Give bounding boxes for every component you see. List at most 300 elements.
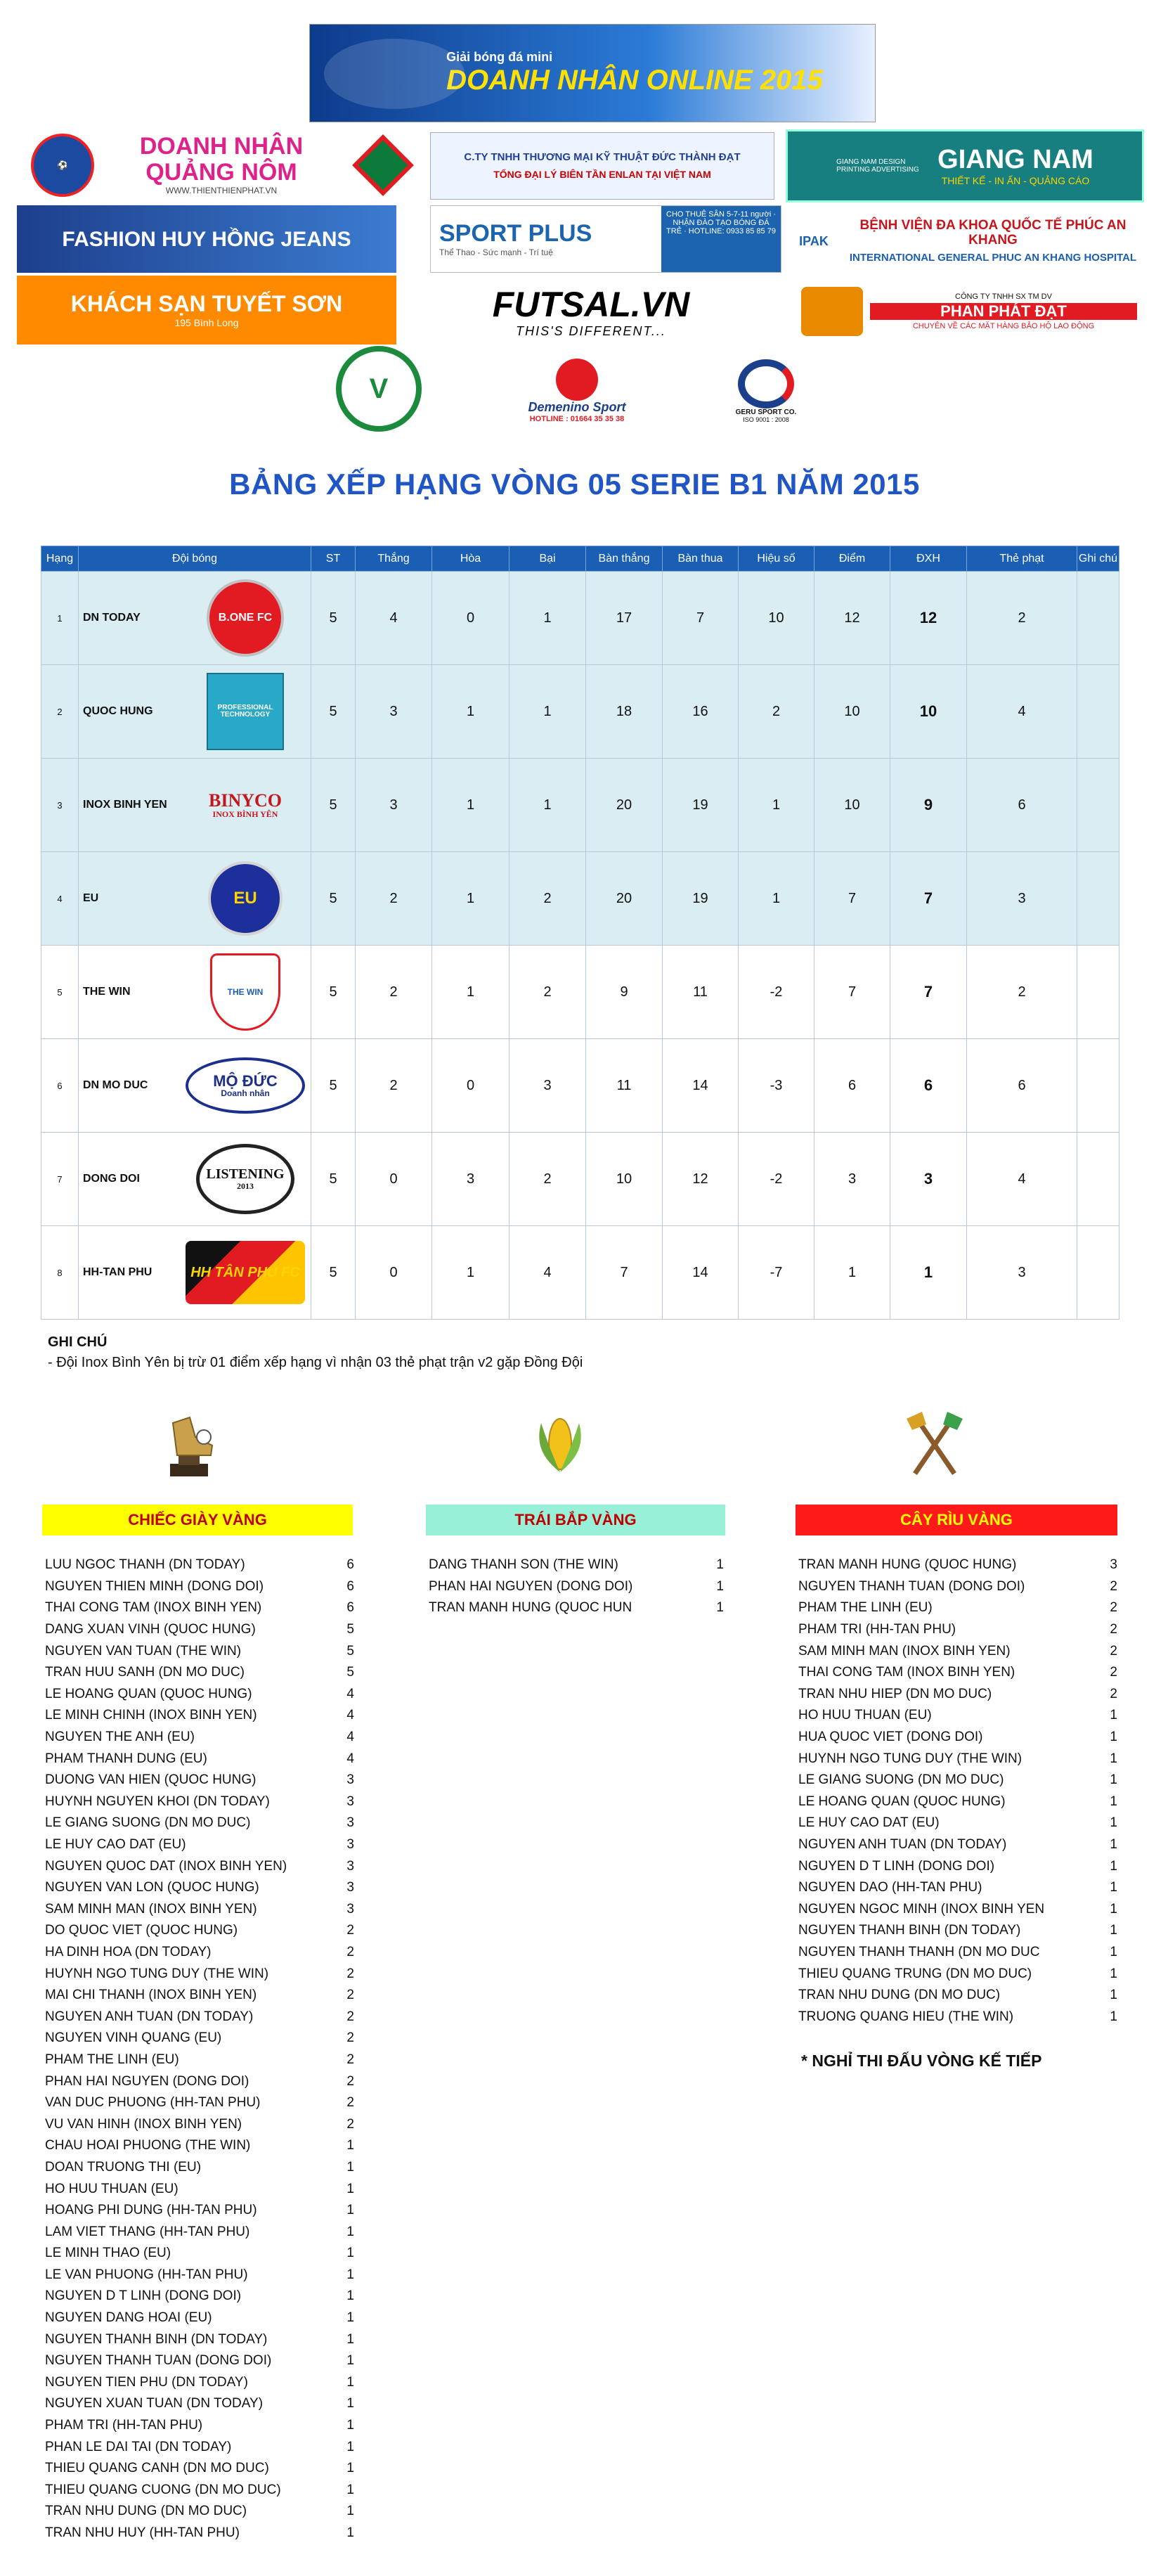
gn-small: GIANG NAM DESIGN PRINTING ADVERTISING	[836, 158, 919, 174]
list-item	[45, 1640, 354, 1662]
player-name: HUYNH NGUYEN KHOI (DN TODAY)	[45, 1793, 270, 1809]
player-name: HUA QUOC VIET (DONG DOI)	[798, 1730, 983, 1745]
player-count: 6	[346, 1578, 354, 1594]
column-header: Ghi chú	[1077, 546, 1119, 572]
column-header: Thẻ phạt	[967, 546, 1077, 572]
stat-cell-cards: 4	[967, 665, 1077, 759]
player-name: HUYNH NGO TUNG DUY (THE WIN)	[798, 1751, 1023, 1766]
stat-cell-gf: 10	[586, 1133, 663, 1226]
player-name: LE HOANG QUAN (QUOC HUNG)	[45, 1686, 252, 1701]
stat-cell-gd: 1	[739, 759, 814, 852]
banner-small-text: Giải bóng đá mini	[446, 50, 553, 65]
player-name: NGUYEN THANH TUAN (DONG DOI)	[45, 2353, 272, 2369]
team-cell-content	[83, 766, 311, 844]
player-name: NGUYEN THANH TUAN (DONG DOI)	[798, 1578, 1025, 1594]
hh-title: FASHION HUY HỒNG JEANS	[62, 227, 351, 251]
stat-cell-pts: 6	[814, 1039, 890, 1133]
player-name: NGUYEN VAN LON (QUOC HUNG)	[45, 1880, 259, 1895]
stat-cell-w: 2	[356, 946, 432, 1039]
geru-iso: ISO 9001 : 2008	[743, 416, 789, 423]
stat-cell-cards: 3	[967, 852, 1077, 946]
player-count: 2	[346, 2095, 354, 2111]
team-logo-text: THE WIN	[227, 986, 264, 997]
list-item	[798, 2006, 1117, 2028]
stat-cell-note	[1077, 1039, 1119, 1133]
standings-table	[41, 546, 1119, 1320]
player-name: HO HUU THUAN (EU)	[798, 1708, 932, 1723]
player-name: DOAN TRUONG THI (EU)	[45, 2159, 202, 2175]
stat-cell-pts: 10	[814, 665, 890, 759]
list-item	[45, 1985, 354, 2007]
diamond-logo	[351, 134, 415, 197]
player-name: PHAN HAI NGUYEN (DONG DOI)	[45, 2073, 249, 2089]
player-name: NGUYEN QUOC DAT (INOX BINH YEN)	[45, 1858, 287, 1874]
list-item	[45, 2372, 354, 2394]
sponsor-duc-thanh-dat	[430, 132, 774, 200]
player-count: 1	[346, 2138, 354, 2153]
golden-boot-icon	[157, 1409, 221, 1479]
player-name: PHAM THE LINH (EU)	[798, 1600, 933, 1616]
team-logo-subtext: INOX BÌNH YÊN	[212, 809, 278, 820]
list-item	[798, 1899, 1117, 1921]
list-item	[798, 1662, 1117, 1684]
player-count: 1	[346, 2224, 354, 2239]
stat-cell-st: 5	[311, 1226, 356, 1320]
player-count: 4	[346, 1730, 354, 1745]
player-count: 2	[1110, 1665, 1117, 1680]
list-item	[45, 1963, 354, 1985]
sponsor-futsal	[426, 280, 756, 344]
list-item	[45, 1877, 354, 1899]
list-item	[45, 1554, 354, 1576]
demenino-hotline: HOTLINE : 01664 35 35 38	[529, 414, 625, 423]
team-name: THE WIN	[83, 986, 131, 998]
team-logo	[186, 673, 305, 750]
list-item	[798, 1963, 1117, 1985]
stat-cell-w: 4	[356, 572, 432, 665]
team-cell-content	[83, 1140, 311, 1218]
team-logo	[186, 860, 305, 937]
stat-cell-gf: 17	[586, 572, 663, 665]
team-logo	[186, 1140, 305, 1218]
team-name: DN TODAY	[83, 612, 141, 624]
team-cell-content	[83, 1047, 311, 1124]
stat-cell-st: 5	[311, 572, 356, 665]
column-header: Bại	[509, 546, 586, 572]
player-count: 1	[1110, 1815, 1117, 1831]
stat-cell-dxh: 12	[890, 572, 967, 665]
player-count: 2	[346, 1988, 354, 2003]
team-logo-text: EU	[233, 889, 257, 908]
stat-cell-pts: 12	[814, 572, 890, 665]
player-name: DO QUOC VIET (QUOC HUNG)	[45, 1923, 238, 1938]
list-item	[45, 2221, 354, 2243]
table-row	[41, 759, 1119, 852]
player-name: SAM MINH MAN (INOX BINH YEN)	[798, 1643, 1011, 1659]
player-name: PHAM THE LINH (EU)	[45, 2052, 179, 2067]
team-logo-badge	[186, 1057, 305, 1114]
player-name: SAM MINH MAN (INOX BINH YEN)	[45, 1901, 257, 1917]
sponsor-ipak	[786, 210, 1144, 273]
ppd-sub: CHUYÊN VỀ CÁC MẶT HÀNG BẢO HỘ LAO ĐỘNG	[912, 322, 1095, 331]
rank-cell: 2	[41, 665, 79, 759]
player-count: 1	[1110, 1944, 1117, 1959]
player-name: TRAN MANH HUNG (QUOC HUNG)	[798, 1557, 1017, 1573]
ppd-small: CÔNG TY TNHH SX TM DV	[955, 292, 1052, 301]
player-name: LE HUY CAO DAT (EU)	[798, 1815, 940, 1831]
player-name: NGUYEN VAN TUAN (THE WIN)	[45, 1643, 242, 1659]
player-count: 1	[346, 2159, 354, 2175]
stat-cell-pts: 7	[814, 946, 890, 1039]
player-count: 2	[346, 2073, 354, 2089]
list-item	[45, 2415, 354, 2437]
list-item	[45, 1662, 354, 1684]
gn-title: GIANG NAM	[937, 145, 1093, 175]
stat-cell-w: 2	[356, 1039, 432, 1133]
column-header: Bàn thua	[663, 546, 739, 572]
player-count: 2	[346, 1923, 354, 1938]
club-round-logo: V	[336, 346, 422, 432]
list-item	[45, 2006, 354, 2028]
player-count: 2	[346, 2030, 354, 2046]
team-logo-text: MỘ ĐỨC	[213, 1072, 278, 1090]
player-name: LUU NGOC THANH (DN TODAY)	[45, 1557, 245, 1573]
team-logo	[186, 579, 305, 657]
stat-cell-cards: 4	[967, 1133, 1077, 1226]
team-cell	[79, 1039, 311, 1133]
list-item	[45, 2458, 354, 2480]
stat-cell-l: 2	[509, 852, 586, 946]
player-name: NGUYEN DANG HOAI (EU)	[45, 2310, 212, 2326]
sponsor-geru	[724, 347, 808, 434]
golden-axe-header: CÂY RÌU VÀNG	[796, 1505, 1117, 1535]
player-name: CHAU HOAI PHUONG (THE WIN)	[45, 2138, 251, 2153]
list-item	[45, 2178, 354, 2200]
player-name: LE MINH CHINH (INOX BINH YEN)	[45, 1708, 257, 1723]
team-cell	[79, 572, 311, 665]
team-logo-badge	[186, 1241, 305, 1304]
stat-cell-gf: 11	[586, 1039, 663, 1133]
list-item	[45, 1684, 354, 1706]
suspension-note: * NGHỈ THI ĐẤU VÒNG KẾ TIẾP	[801, 2052, 1042, 2070]
player-count: 2	[1110, 1600, 1117, 1616]
list-item	[798, 1748, 1117, 1770]
team-name: INOX BINH YEN	[83, 799, 167, 811]
player-name: LE GIANG SUONG (DN MO DUC)	[45, 1815, 251, 1831]
team-name: DONG DOI	[83, 1173, 140, 1185]
player-name: PHAM TRI (HH-TAN PHU)	[798, 1622, 956, 1637]
player-name: THIEU QUANG TRUNG (DN MO DUC)	[798, 1966, 1032, 1981]
list-item	[45, 1576, 354, 1598]
stat-cell-l: 2	[509, 946, 586, 1039]
column-header: Điểm	[814, 546, 890, 572]
team-cell-content	[83, 1234, 311, 1311]
stat-cell-ga: 14	[663, 1226, 739, 1320]
player-name: TRAN HUU SANH (DN MO DUC)	[45, 1665, 245, 1680]
team-logo-text: LISTENING	[206, 1166, 285, 1183]
player-name: NGUYEN DAO (HH-TAN PHU)	[798, 1880, 982, 1895]
player-name: HOANG PHI DUNG (HH-TAN PHU)	[45, 2203, 257, 2218]
player-count: 1	[1110, 1901, 1117, 1917]
player-count: 5	[346, 1643, 354, 1659]
stat-cell-gd: -3	[739, 1039, 814, 1133]
player-count: 1	[346, 2461, 354, 2476]
stat-cell-gd: 2	[739, 665, 814, 759]
list-item	[429, 1554, 724, 1576]
stat-cell-d: 1	[432, 852, 509, 946]
sponsor-sport-plus	[430, 205, 781, 273]
player-count: 1	[346, 2331, 354, 2347]
sp-title: SPORT PLUS	[439, 220, 592, 247]
list-item	[45, 1812, 354, 1834]
list-item	[45, 1597, 354, 1619]
player-count: 1	[1110, 1966, 1117, 1981]
player-name: HUYNH NGO TUNG DUY (THE WIN)	[45, 1966, 269, 1981]
team-logo-text: BINYCO	[208, 790, 282, 811]
player-count: 5	[346, 1622, 354, 1637]
column-header: Hạng	[41, 546, 79, 572]
player-count: 3	[346, 1858, 354, 1874]
sponsor-huy-hong	[17, 205, 396, 273]
golden-axe-icon	[901, 1409, 968, 1479]
list-item	[798, 1770, 1117, 1791]
player-count: 2	[1110, 1686, 1117, 1701]
player-name: NGUYEN XUAN TUAN (DN TODAY)	[45, 2396, 264, 2411]
stat-cell-w: 3	[356, 759, 432, 852]
player-count: 1	[1110, 1988, 1117, 2003]
list-item	[45, 2028, 354, 2049]
player-count: 1	[1110, 1837, 1117, 1853]
player-name: HA DINH HOA (DN TODAY)	[45, 1944, 212, 1959]
rank-cell: 3	[41, 759, 79, 852]
stat-cell-note	[1077, 946, 1119, 1039]
stat-cell-st: 5	[311, 759, 356, 852]
stat-cell-pts: 1	[814, 1226, 890, 1320]
list-item	[798, 1920, 1117, 1942]
player-count: 6	[346, 1600, 354, 1616]
stat-cell-d: 3	[432, 1133, 509, 1226]
player-name: NGUYEN D T LINH (DONG DOI)	[45, 2288, 242, 2304]
stat-cell-dxh: 9	[890, 759, 967, 852]
stat-cell-note	[1077, 759, 1119, 852]
player-name: TRAN NHU HIEP (DN MO DUC)	[798, 1686, 992, 1701]
notes-heading: GHI CHÚ	[48, 1334, 108, 1350]
list-item	[45, 2157, 354, 2179]
stat-cell-st: 5	[311, 665, 356, 759]
player-count: 1	[346, 2374, 354, 2390]
player-count: 1	[346, 2504, 354, 2519]
team-cell	[79, 1226, 311, 1320]
list-item	[798, 1791, 1117, 1813]
team-logo-badge	[210, 953, 280, 1031]
stat-cell-ga: 16	[663, 665, 739, 759]
player-name: NGUYEN TIEN PHU (DN TODAY)	[45, 2374, 248, 2390]
player-count: 2	[346, 2009, 354, 2024]
sponsor-dnqn	[110, 129, 333, 200]
list-item	[45, 2092, 354, 2114]
player-count: 1	[1110, 2009, 1117, 2024]
golden-corn-header: TRÁI BẮP VÀNG	[426, 1505, 725, 1535]
stat-cell-l: 1	[509, 572, 586, 665]
stat-cell-dxh: 1	[890, 1226, 967, 1320]
team-logo-text: HH TÂN PHÚ FC	[190, 1264, 300, 1280]
player-name: LE VAN PHUONG (HH-TAN PHU)	[45, 2267, 248, 2282]
player-name: DANG THANH SON (THE WIN)	[429, 1557, 618, 1573]
table-row	[41, 852, 1119, 946]
list-item	[45, 1619, 354, 1641]
list-item	[798, 1576, 1117, 1598]
player-count: 3	[346, 1901, 354, 1917]
player-name: MAI CHI THANH (INOX BINH YEN)	[45, 1988, 257, 2003]
team-name: EU	[83, 892, 99, 904]
list-item	[798, 1942, 1117, 1964]
rank-cell: 4	[41, 852, 79, 946]
player-count: 2	[346, 2116, 354, 2132]
team-logo	[186, 1234, 305, 1311]
stat-cell-ga: 12	[663, 1133, 739, 1226]
player-name: PHAM TRI (HH-TAN PHU)	[45, 2418, 203, 2433]
player-count: 1	[346, 2525, 354, 2541]
column-header: Đội bóng	[79, 546, 311, 572]
player-count: 1	[346, 2353, 354, 2369]
notes-section	[48, 1334, 583, 1371]
sponsor-tuyet-son	[17, 276, 396, 344]
table-row	[41, 1226, 1119, 1320]
stat-cell-l: 1	[509, 759, 586, 852]
player-name: LE GIANG SUONG (DN MO DUC)	[798, 1772, 1004, 1788]
list-item	[45, 1705, 354, 1727]
list-item	[45, 2113, 354, 2135]
player-count: 3	[346, 1837, 354, 1853]
player-name: LE MINH THAO (EU)	[45, 2246, 171, 2261]
team-name: DN MO DUC	[83, 1079, 148, 1091]
player-count: 1	[346, 2396, 354, 2411]
ppd-title: PHAN PHÁT ĐẠT	[870, 303, 1137, 320]
player-count: 2	[1110, 1578, 1117, 1594]
team-logo-badge	[189, 770, 301, 840]
list-item	[45, 1899, 354, 1921]
list-item	[45, 2135, 354, 2157]
stat-cell-dxh: 3	[890, 1133, 967, 1226]
player-count: 1	[346, 2267, 354, 2282]
list-item	[45, 1748, 354, 1770]
player-count: 3	[346, 1772, 354, 1788]
player-name: PHAN LE DAI TAI (DN TODAY)	[45, 2439, 232, 2454]
stat-cell-gd: 1	[739, 852, 814, 946]
list-item	[45, 2071, 354, 2092]
player-name: NGUYEN NGOC MINH (INOX BINH YEN	[798, 1901, 1045, 1917]
stat-cell-st: 5	[311, 1133, 356, 1226]
stat-cell-pts: 10	[814, 759, 890, 852]
player-count: 1	[346, 2439, 354, 2454]
ipak-logo: IPAK	[799, 233, 829, 248]
player-count: 1	[1110, 1880, 1117, 1895]
list-item	[798, 1877, 1117, 1899]
player-name: LE HOANG QUAN (QUOC HUNG)	[798, 1793, 1006, 1809]
stat-cell-note	[1077, 852, 1119, 946]
stat-cell-st: 5	[311, 852, 356, 946]
player-name: TRAN NHU DUNG (DN MO DUC)	[798, 1988, 1001, 2003]
team-logo-badge	[196, 1144, 294, 1214]
rank-cell: 8	[41, 1226, 79, 1320]
stat-cell-gf: 20	[586, 852, 663, 946]
stat-cell-dxh: 7	[890, 852, 967, 946]
futsal-title: FUTSAL.VN	[492, 285, 690, 324]
dnqn-url: WWW.THIENTHIENPHAT.VN	[165, 186, 278, 196]
sponsor-logos	[0, 0, 1149, 443]
stat-cell-st: 5	[311, 946, 356, 1039]
player-name: NGUYEN THANH THANH (DN MO DUC	[798, 1944, 1040, 1959]
player-name: THAI CONG TAM (INOX BINH YEN)	[45, 1600, 262, 1616]
list-item	[45, 2501, 354, 2523]
rank-cell: 7	[41, 1133, 79, 1226]
stat-cell-pts: 7	[814, 852, 890, 946]
player-count: 3	[346, 1815, 354, 1831]
player-name: THIEU QUANG CANH (DN MO DUC)	[45, 2461, 269, 2476]
team-cell	[79, 852, 311, 946]
golden-boot-header: CHIẾC GIÀY VÀNG	[42, 1505, 353, 1535]
player-name: TRUONG QUANG HIEU (THE WIN)	[798, 2009, 1014, 2024]
player-count: 1	[1110, 1772, 1117, 1788]
player-count: 3	[346, 1880, 354, 1895]
list-item	[798, 1619, 1117, 1641]
stat-cell-gf: 7	[586, 1226, 663, 1320]
list-item	[45, 1942, 354, 1964]
list-item	[45, 2307, 354, 2329]
team-name: QUOC HUNG	[83, 705, 153, 717]
player-count: 3	[346, 1793, 354, 1809]
stat-cell-dxh: 6	[890, 1039, 967, 1133]
list-item	[45, 2393, 354, 2415]
player-name: HO HUU THUAN (EU)	[45, 2181, 178, 2196]
stat-cell-st: 5	[311, 1039, 356, 1133]
federation-logo: ⚽	[31, 134, 94, 197]
stat-cell-cards: 2	[967, 946, 1077, 1039]
golden-boot-list	[45, 1554, 354, 2544]
stat-cell-ga: 19	[663, 759, 739, 852]
team-logo-badge	[208, 861, 283, 936]
player-count: 4	[346, 1751, 354, 1766]
list-item	[798, 1727, 1117, 1749]
team-cell	[79, 665, 311, 759]
sp-side: CHO THUÊ SÂN 5-7-11 người · NHẬN ĐÀO TẠO BÓNG ĐÁ TRẺ · HOTLINE: 0933 85 85 79	[661, 206, 781, 272]
team-cell	[79, 759, 311, 852]
player-count: 1	[346, 2288, 354, 2304]
dtd-title: C.TY TNHH THƯƠNG MẠI KỸ THUẬT ĐỨC THÀNH ĐẠT	[464, 151, 741, 164]
player-name: NGUYEN THANH BINH (DN TODAY)	[45, 2331, 268, 2347]
team-logo-badge	[207, 673, 284, 750]
table-header-row	[41, 546, 1119, 572]
stat-cell-dxh: 10	[890, 665, 967, 759]
player-name: TRAN NHU HUY (HH-TAN PHU)	[45, 2525, 240, 2541]
player-name: THAI CONG TAM (INOX BINH YEN)	[798, 1665, 1015, 1680]
team-cell-content	[83, 953, 311, 1031]
player-count: 1	[1110, 1730, 1117, 1745]
player-count: 2	[346, 1966, 354, 1981]
team-cell	[79, 946, 311, 1039]
stat-cell-d: 0	[432, 1039, 509, 1133]
stat-cell-d: 1	[432, 1226, 509, 1320]
list-item	[798, 1985, 1117, 2007]
player-count: 1	[716, 1578, 724, 1594]
stat-cell-gd: -2	[739, 946, 814, 1039]
player-count: 4	[346, 1708, 354, 1723]
dtd-sub: TỔNG ĐẠI LÝ BIÊN TẦN ENLAN TẠI VIỆT NAM	[493, 168, 711, 180]
player-count: 2	[1110, 1622, 1117, 1637]
list-item	[45, 1770, 354, 1791]
list-item	[45, 2286, 354, 2307]
player-name: NGUYEN VINH QUANG (EU)	[45, 2030, 222, 2046]
